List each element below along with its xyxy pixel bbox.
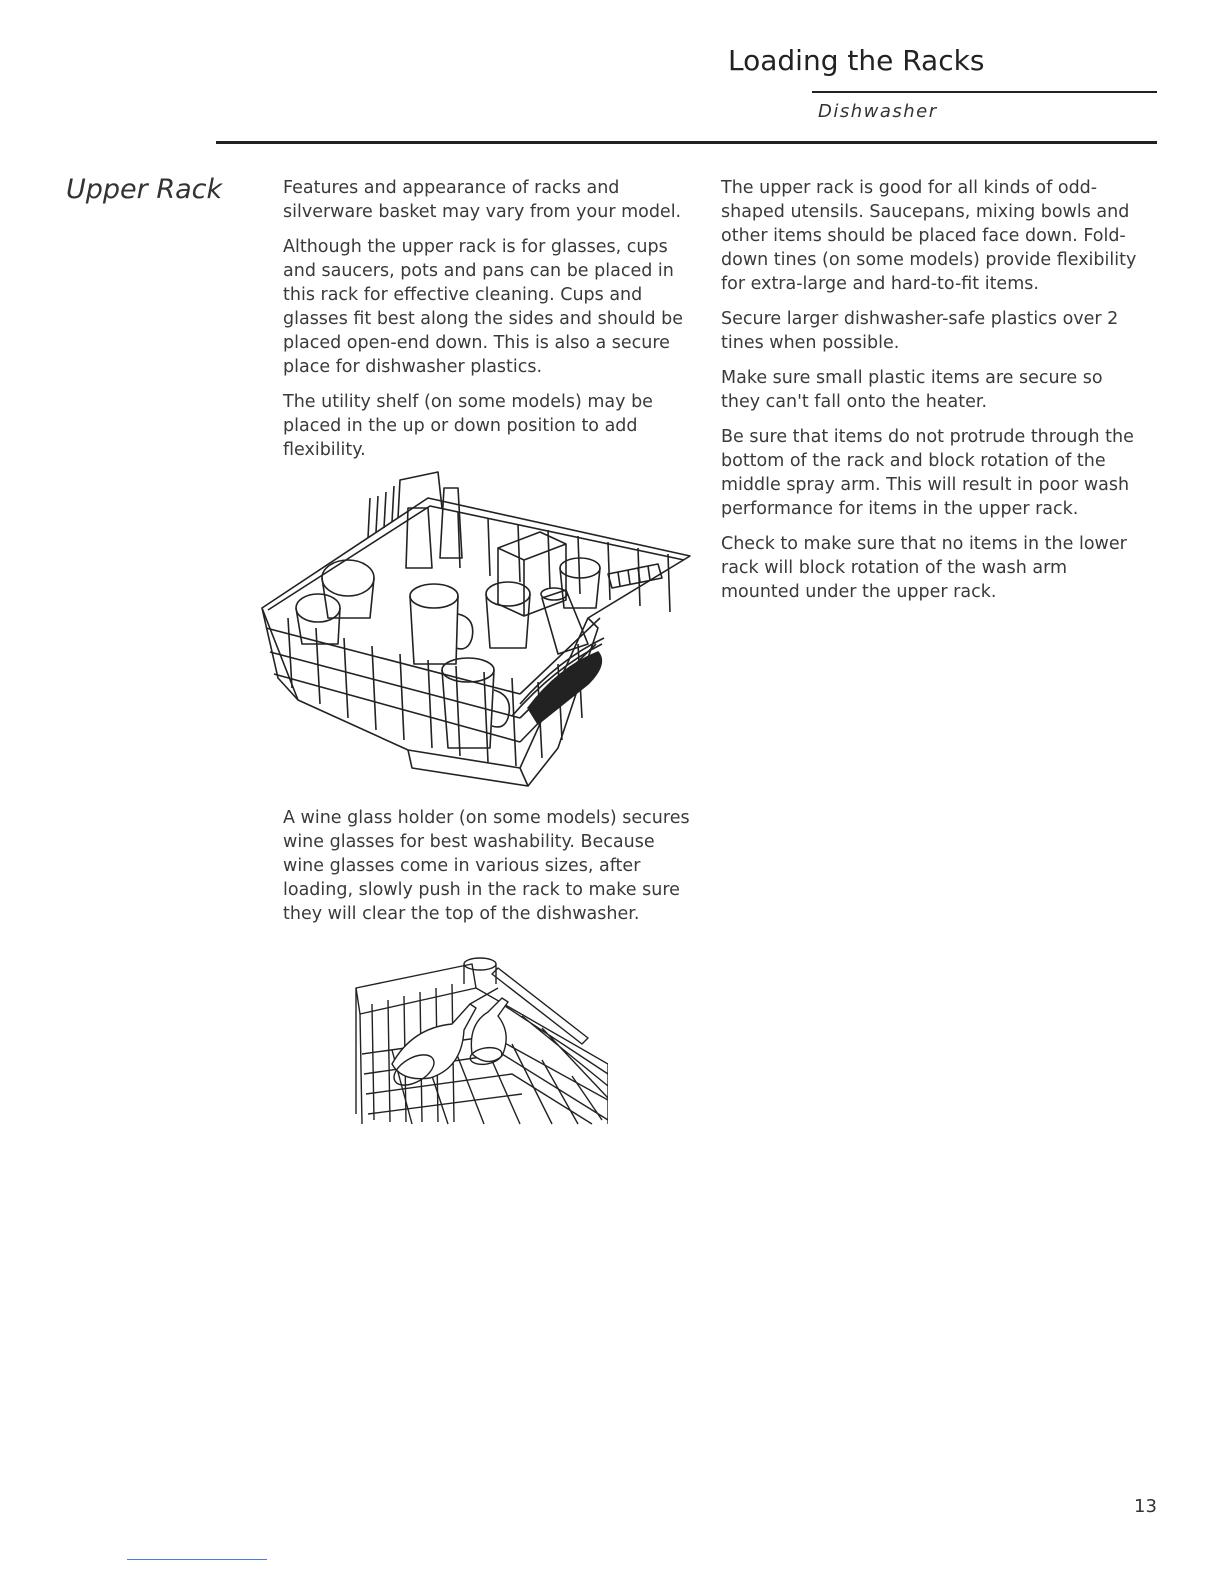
wine-glass-holder-illustration [352,944,608,1126]
upper-rack-illustration [258,468,698,790]
paragraph: Make sure small plastic items are secure so they can't fall onto the heater. [721,368,1103,412]
paragraph: A wine glass holder (on some models) secures wine glasses for best washability. Because wine glasses come in various sizes, after loading, slowly push in the rack to make sure they will clear the top of the dishwasher. [283,808,690,924]
page-header-subtitle: Dishwasher [818,101,938,122]
page-number: 13 [1134,1496,1157,1517]
paragraph: Secure larger dishwasher-safe plastics over 2 tines when possible. [721,309,1119,353]
right-column [721,176,1141,615]
paragraph: The upper rack is good for all kinds of odd-shaped utensils. Saucepans, mixing bowls and other items should be placed face down. Fold-down tines (on some models) provide flexibility for extra-large and hard-to-fit items. [721,178,1137,294]
paragraph: Be sure that items do not protrude through the bottom of the rack and block rotation of the middle spray arm. This will result in poor wash performance for items in the upper rack. [721,427,1134,519]
paragraph: The utility shelf (on some models) may be placed in the up or down position to add flexibility. [283,392,653,460]
footer-link-underline[interactable] [127,1559,267,1560]
left-column [283,176,695,473]
paragraph: Check to make sure that no items in the lower rack will block rotation of the wash arm mounted under the upper rack. [721,534,1127,602]
section-title: Upper Rack [66,174,223,205]
wine-glass-text [283,806,695,937]
header-rule [812,91,1157,93]
page-header-title: Loading the Racks [728,44,985,77]
paragraph: Although the upper rack is for glasses, cups and saucers, pots and pans can be placed in this rack for effective cleaning. Cups and glasses fit best along the sides and should be placed open-end down. This is also a secure place for dishwasher plastics. [283,237,684,377]
section-divider [216,141,1157,144]
paragraph: Features and appearance of racks and silverware basket may vary from your model. [283,178,682,222]
